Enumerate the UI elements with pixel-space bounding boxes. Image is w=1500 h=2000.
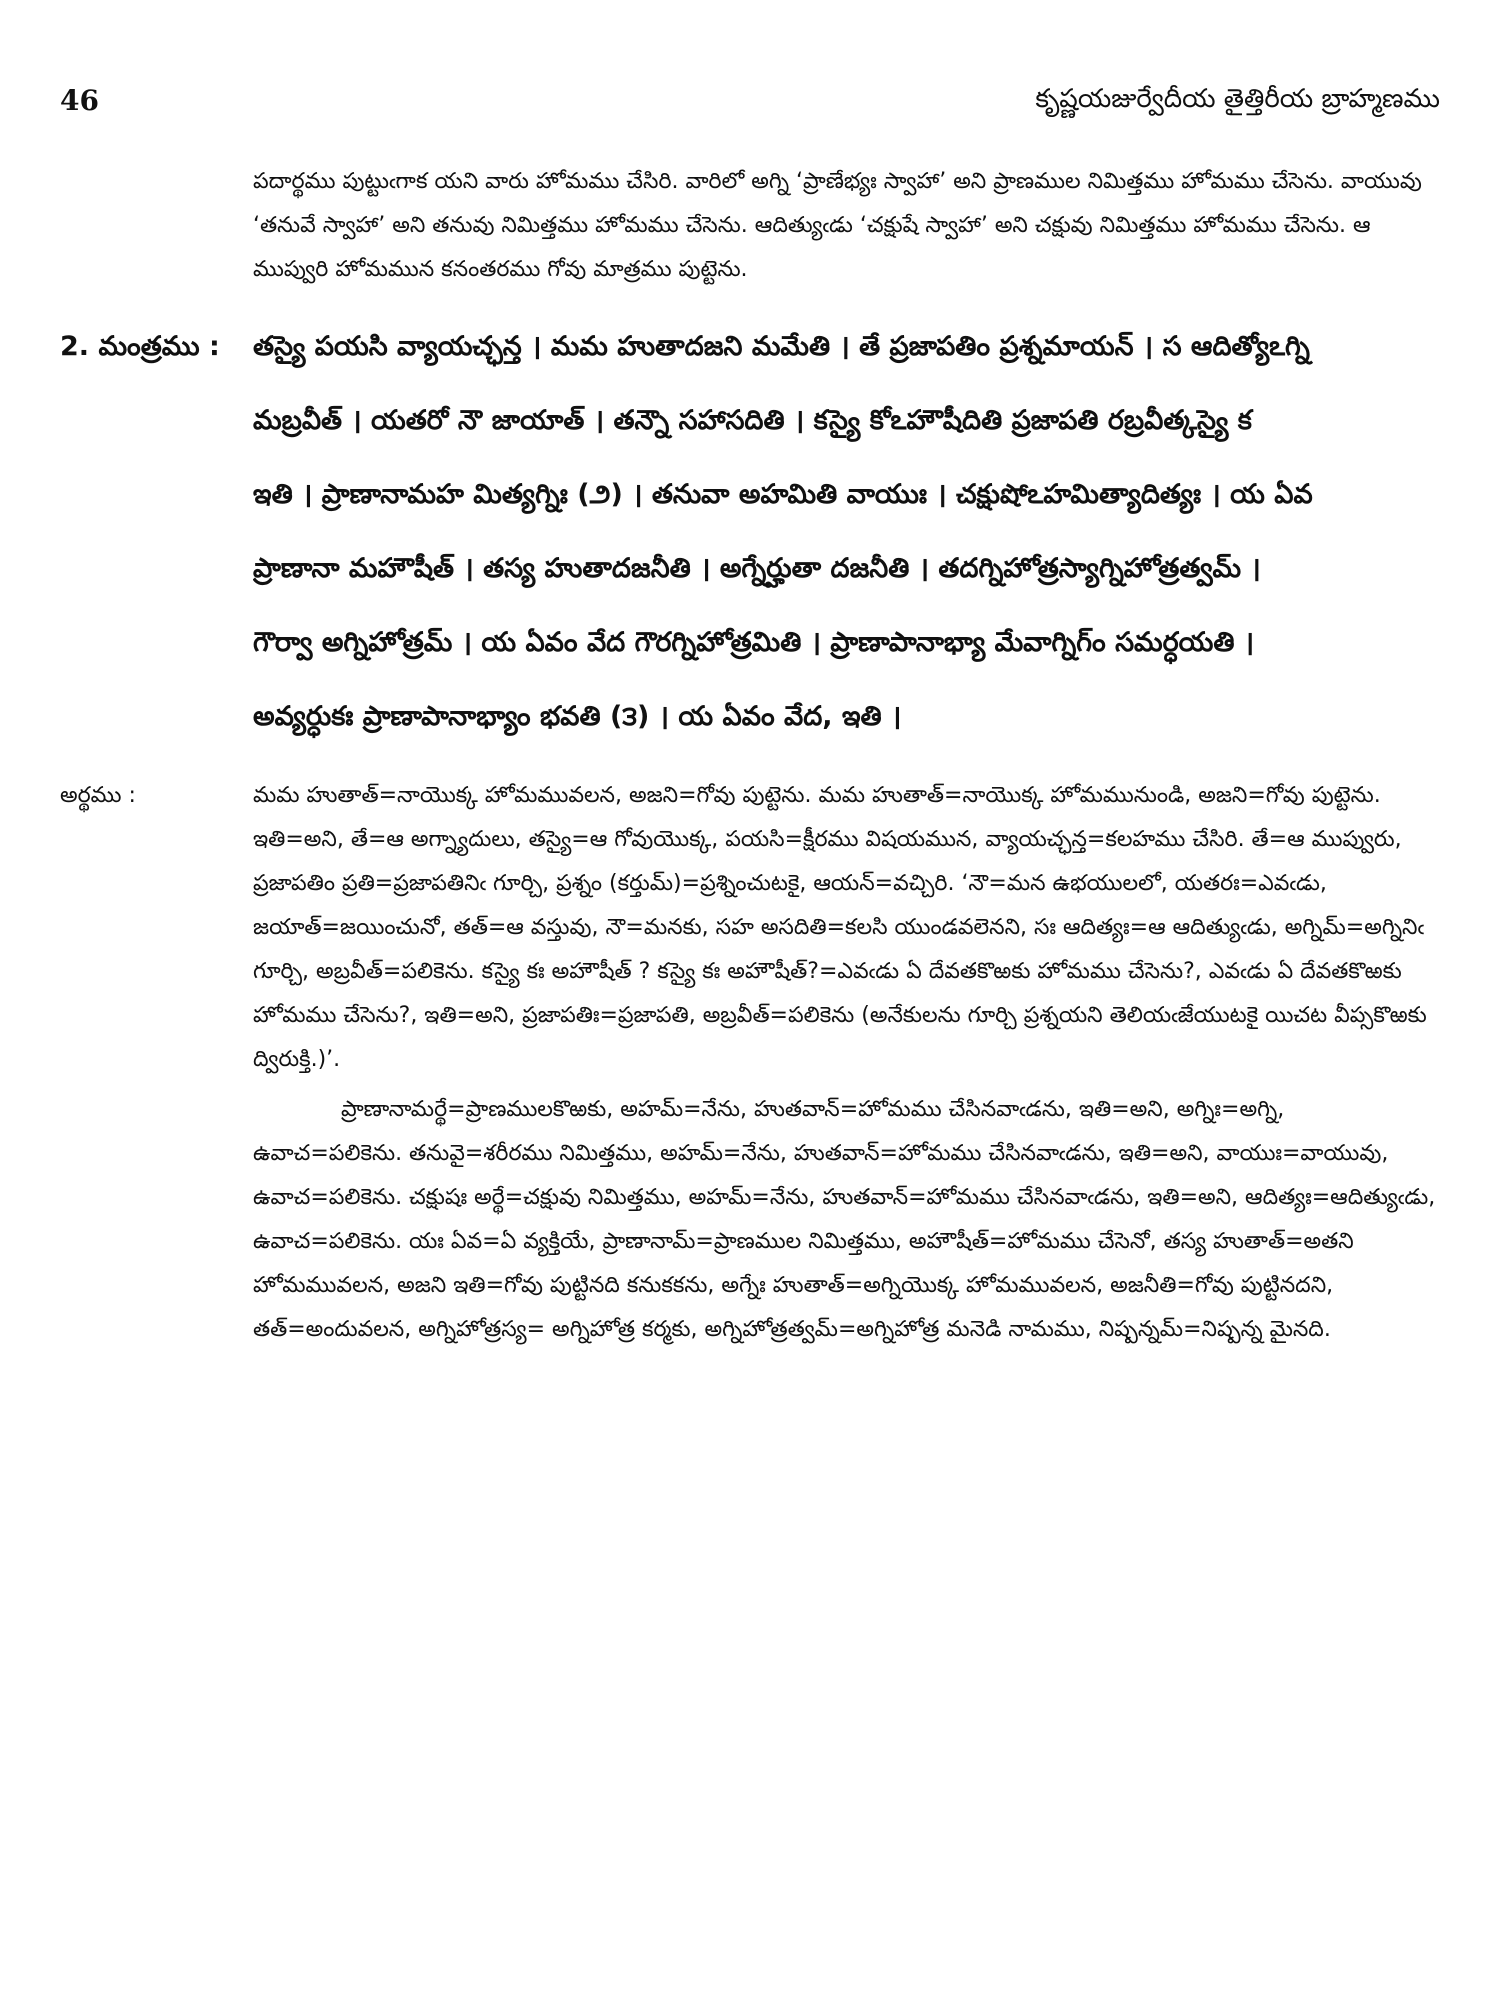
mantra-label: 2. మంత్రము : — [60, 331, 220, 362]
mantra-section — [60, 310, 1440, 754]
mantra-text — [253, 310, 1440, 754]
mantra-line: ఇతి । ప్రాణానామహ మిత్యగ్నిః (౨) । తనువా అహమితి వాయుః । చక్షుషోఽహమిత్యాదిత్యః । య ఏవ — [253, 479, 1313, 510]
intro-text: పదార్థము పుట్టుఁగాక యని వారు హోమము చేసిరి. వారిలో అగ్ని ‘ప్రాణేభ్యః స్వాహా’ అని ప్రాణముల నిమిత్తము హోమము చేసెను. వాయువు ‘తనువే స్వాహా’ అని తనువు నిమిత్తము హోమము చేసెను. ఆదిత్యుఁడు ‘చక్షుషే స్వాహా’ అని చక్షువు నిమిత్తము హోమము చేసెను. ఆ ముప్వురి హోమమున కనంతరము గోవు మాత్రము పుట్టెను. — [253, 169, 1422, 282]
meaning-paragraph: ప్రాణానామర్థే=ప్రాణములకొఱకు, అహమ్=నేను, హుతవాన్=హోమము చేసినవాఁడను, ఇతి=అని, అగ్నిః=అగ్ని, ఉవాచ=పలికెను. తనువై=శరీరము నిమిత్తము, అహమ్=నేను, హుతవాన్=హోమము చేసినవాఁడను, ఇతి=అని, వాయుః=వాయువు, ఉవాచ=పలికెను. చక్షుషః అర్థే=చక్షువు నిమిత్తము, అహమ్=నేను, హుతవాన్=హోమము చేసినవాఁడను, ఇతి=అని, ఆదిత్యః=ఆదిత్యుఁడు, ఉవాచ=పలికెను. యః ఏవ=ఏ వ్యక్తియే, ప్రాణానామ్=ప్రాణముల నిమిత్తము, అహౌషీత్=హోమము చేసెనో, తస్య హుతాత్=అతని హోమమువలన, అజని ఇతి=గోవు పుట్టినది కనుకకను, అగ్నేః హుతాత్=అగ్నియొక్క హోమమువలన, అజనీతి=గోవు పుట్టినదని, తత్=అందువలన, అగ్నిహోత్రస్య= అగ్నిహోత్ర కర్మకు, అగ్నిహోత్రత్వమ్=అగ్నిహోత్ర మనెడి నామము, నిష్పన్నమ్=నిష్పన్న మైనది. — [253, 1097, 1436, 1342]
mantra-line: గౌర్వా అగ్నిహోత్రమ్ । య ఏవం వేద గౌరగ్నిహోత్రమితి । ప్రాణాపానాభ్యా మేవాగ్నిగ్ం సమర్ధయతి । — [253, 627, 1255, 658]
mantra-line: అవ్యర్ధుకః ప్రాణాపానాభ్యాం భవతి (౩) । య ఏవం వేద, ఇతి । — [253, 701, 902, 732]
mantra-line: ప్రాణానా మహౌషీత్ । తస్య హుతాదజనీతి । అగ్నేర్హుతా దజనీతి । తదగ్నిహోత్రస్యాగ్నిహోత్రత్వమ్ । — [253, 553, 1261, 584]
page-number: 46 — [60, 84, 99, 117]
mantra-line: తస్యై పయసి వ్యాయచ్ఛన్త । మమ హుతాదజని మమేతి । తే ప్రజాపతిం ప్రశ్నమాయన్ । స ఆదిత్యోఽగ్ని — [253, 331, 1310, 362]
meaning-text — [253, 774, 1440, 1352]
page-header — [60, 78, 1440, 138]
intro-paragraph — [253, 160, 1440, 292]
meaning-section — [60, 774, 1440, 1352]
running-title: కృష్ణయజుర్వేదీయ తైత్తిరీయ బ్రాహ్మణము — [1035, 84, 1440, 114]
meaning-paragraph: మమ హుతాత్=నాయొక్క హోమమువలన, అజని=గోవు పుట్టెను. మమ హుతాత్=నాయొక్క హోమమునుండి, అజని=గోవు పుట్టెను. ఇతి=అని, తే=ఆ అగ్న్యాదులు, తస్యై=ఆ గోవుయొక్క, పయసి=క్షీరము విషయమున, వ్యాయచ్ఛన్త=కలహము చేసిరి. తే=ఆ ముప్వురు, ప్రజాపతిం ప్రతి=ప్రజాపతినిఁ గూర్చి, ప్రశ్నం (కర్తుమ్)=ప్రశ్నించుటకై, ఆయన్=వచ్చిరి. ‘నౌ=మన ఉభయులలో, యతరః=ఎవఁడు, జయాత్=జయించునో, తత్=ఆ వస్తువు, నౌ=మనకు, సహ అసదితి=కలసి యుండవలెనని, సః ఆదిత్యః=ఆ ఆదిత్యుఁడు, అగ్నిమ్=అగ్నినిఁ గూర్చి, అబ్రవీత్=పలికెను. కస్యై కః అహౌషీత్ ? కస్యై కః అహౌషీత్?=ఎవఁడు ఏ దేవతకొఱకు హోమము చేసెను?, ఎవఁడు ఏ దేవతకొఱకు హోమము చేసెను?, ఇతి=అని, ప్రజాపతిః=ప్రజాపతి, అబ్రవీత్=పలికెను (అనేకులను గూర్చి ప్రశ్నయని తెలియఁజేయుటకై యిచట వీప్సకొఱకు ద్విరుక్తి.)’. — [253, 783, 1427, 1072]
mantra-line: మబ్రవీత్ । యతరో నౌ జాయాత్ । తన్నౌ సహాసదితి । కస్యై కోఽహౌషీదితి ప్రజాపతి రబ్రవీత్కస్యై క — [253, 405, 1252, 436]
meaning-label: అర్థము : — [60, 783, 136, 808]
